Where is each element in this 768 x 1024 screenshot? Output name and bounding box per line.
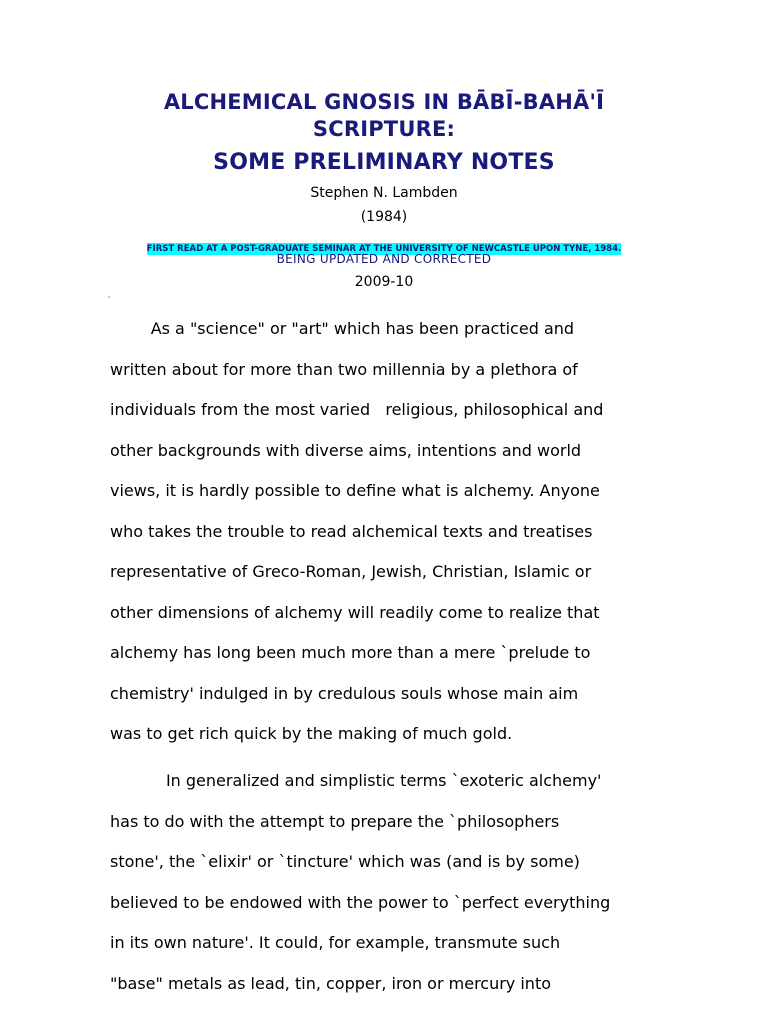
author-name: Stephen N. Lambden [310, 185, 458, 201]
title-line-1: ALCHEMICAL GNOSIS IN BĀBĪ-BAHĀ'Ī [163, 90, 605, 114]
body-line: has to do with the attempt to prepare the `philosophers [110, 812, 560, 831]
body-line: in its own nature'. It could, for example, transmute such [110, 933, 561, 952]
title-line-2: SCRIPTURE: [312, 117, 456, 141]
update-period: 2009-10 [354, 274, 414, 290]
body-line: was to get rich quick by the making of much gold. [110, 724, 513, 743]
update-note: BEING UPDATED AND CORRECTED [276, 252, 492, 266]
body-line: representative of Greco-Roman, Jewish, Christian, Islamic or [110, 562, 592, 581]
body-line: who takes the trouble to read alchemical texts and treatises [110, 522, 593, 541]
body-line: As a "science" or "art" which has been practiced and [110, 319, 575, 338]
body-line: In generalized and simplistic terms `exoteric alchemy' [110, 771, 602, 790]
seminar-note: FIRST READ AT A POST-GRADUATE SEMINAR AT THE UNIVERSITY OF NEWCASTLE UPON TYNE, 1984. [146, 244, 622, 254]
body-line: views, it is hardly possible to define what is alchemy. Anyone [110, 481, 600, 500]
body-line: individuals from the most varied religious, philosophical and [110, 400, 604, 419]
body-line: believed to be endowed with the power to `perfect everything [110, 893, 611, 912]
body-line: other backgrounds with diverse aims, intentions and world [110, 441, 582, 460]
body-line: "base" metals as lead, tin, copper, iron or mercury into [110, 974, 552, 993]
body-line: chemistry' indulged in by credulous souls whose main aim [110, 684, 579, 703]
subtitle: SOME PRELIMINARY NOTES [213, 150, 555, 175]
body-line: alchemy has long been much more than a mere `prelude to [110, 643, 591, 662]
body-line: stone', the `elixir' or `tincture' which was (and is by some) [110, 852, 580, 871]
publication-year: (1984) [360, 209, 408, 225]
scan-artifact [108, 296, 110, 298]
body-line: written about for more than two millennia by a plethora of [110, 360, 578, 379]
body-line: other dimensions of alchemy will readily come to realize that [110, 603, 600, 622]
